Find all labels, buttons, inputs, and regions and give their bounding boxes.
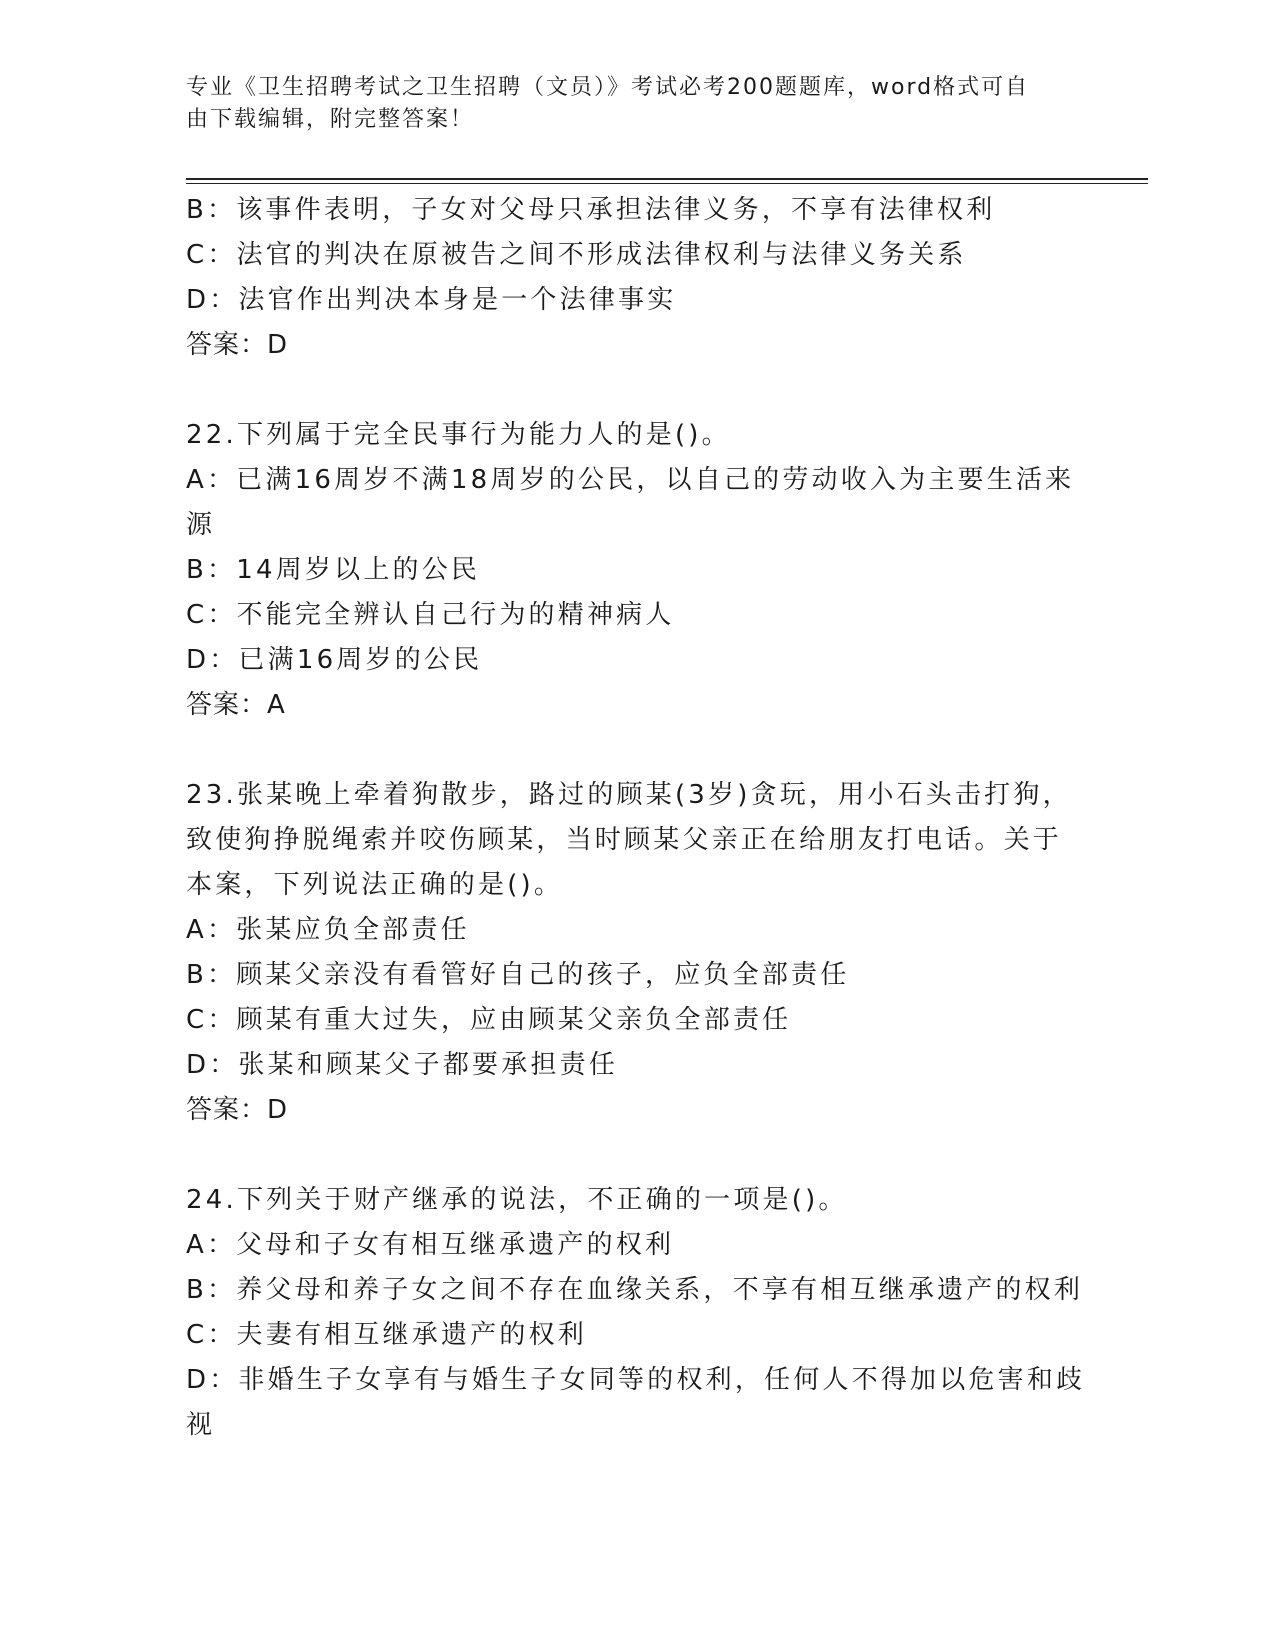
question-22	[186, 413, 1086, 728]
option-d: D：已满16周岁的公民	[186, 645, 483, 675]
option-c: C：夫妻有相互继承遗产的权利	[186, 1320, 587, 1350]
question-text-continued: 本案，下列说法正确的是()。	[186, 870, 564, 900]
spacer	[186, 368, 1086, 413]
document-header	[186, 72, 1066, 136]
option-a-continued: 源	[186, 510, 216, 540]
option-b: B：顾某父亲没有看管好自己的孩子，应负全部责任	[186, 960, 850, 990]
question-text: 23.张某晚上牵着狗散步，路过的顾某(3岁)贪玩，用小石头击打狗，	[186, 780, 1072, 810]
spacer	[186, 728, 1086, 773]
header-line-1: 专业《卫生招聘考试之卫生招聘（文员）》考试必考200题题库，word格式可自	[186, 75, 1030, 100]
question-text-continued: 致使狗挣脱绳索并咬伤顾某，当时顾某父亲正在给朋友打电话。关于	[186, 825, 1063, 855]
option-c: C：法官的判决在原被告之间不形成法律权利与法律义务关系	[186, 240, 967, 270]
question-text: 22.下列属于完全民事行为能力人的是()。	[186, 420, 731, 450]
answer: 答案：A	[186, 690, 286, 720]
answer: 答案：D	[186, 1095, 289, 1125]
option-d: D：非婚生子女享有与婚生子女同等的权利，任何人不得加以危害和歧	[186, 1365, 1086, 1395]
option-a: A：张某应负全部责任	[186, 915, 470, 945]
question-23	[186, 773, 1086, 1133]
question-24	[186, 1178, 1086, 1448]
option-d-continued: 视	[186, 1410, 216, 1440]
answer: 答案：D	[186, 330, 289, 360]
option-d: D：法官作出判决本身是一个法律事实	[186, 285, 677, 315]
option-c: C：不能完全辨认自己行为的精神病人	[186, 600, 675, 630]
option-b: B：14周岁以上的公民	[186, 555, 481, 585]
option-a: A：已满16周岁不满18周岁的公民，以自己的劳动收入为主要生活来	[186, 465, 1075, 495]
option-a: A：父母和子女有相互继承遗产的权利	[186, 1230, 675, 1260]
question-content	[186, 188, 1086, 1448]
option-b: B：该事件表明，子女对父母只承担法律义务，不享有法律权利	[186, 195, 996, 225]
header-divider-thick	[186, 178, 1148, 180]
spacer	[186, 1133, 1086, 1178]
question-21-tail	[186, 188, 1086, 368]
option-c: C：顾某有重大过失，应由顾某父亲负全部责任	[186, 1005, 792, 1035]
question-text: 24.下列关于财产继承的说法，不正确的一项是()。	[186, 1185, 848, 1215]
option-b: B：养父母和养子女之间不存在血缘关系，不享有相互继承遗产的权利	[186, 1275, 1084, 1305]
header-line-2: 由下载编辑，附完整答案！	[186, 107, 475, 132]
header-divider-thin	[186, 183, 1148, 184]
option-d: D：张某和顾某父子都要承担责任	[186, 1050, 619, 1080]
